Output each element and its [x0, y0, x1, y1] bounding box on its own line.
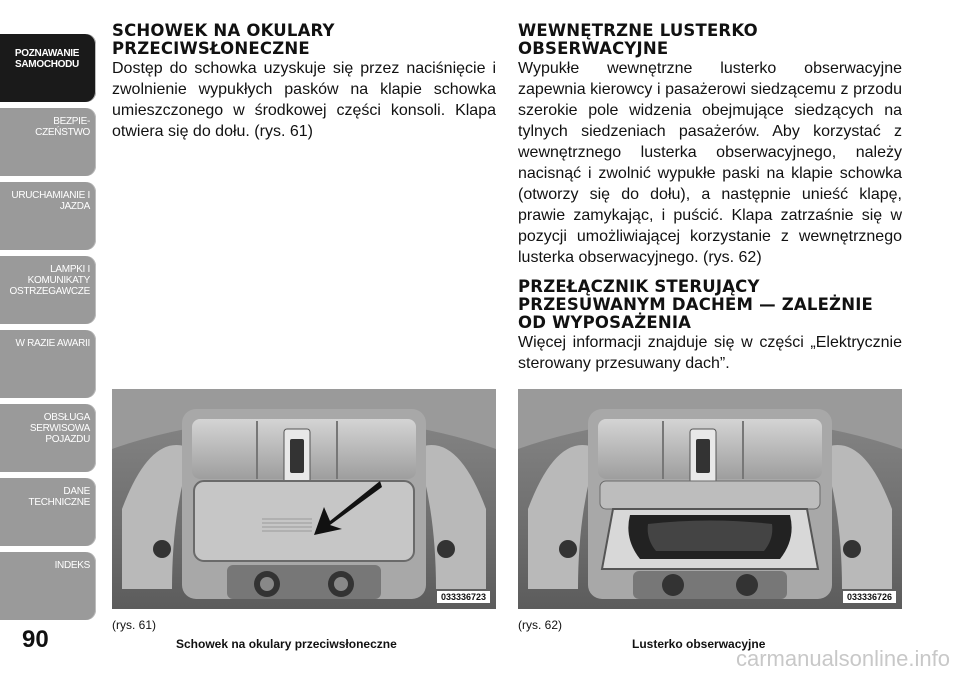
tab-indeks[interactable]	[0, 552, 96, 620]
section-body: Dostęp do schowka uzyskuje się przez naciśnięcie i zwolnienie wypukłych pasków na klapie schowka umieszczonego w środkowej części konsoli. Klapa otwiera się do dołu. (rys. 61)	[112, 60, 496, 140]
tab-obsluga-serwisowa[interactable]	[0, 404, 96, 472]
figure-caption: Schowek na okulary przeciwsłoneczne	[176, 637, 397, 651]
section-body: Więcej informacji znajduje się w części „Elektrycznie sterowany przesuwany dach”.	[518, 334, 902, 372]
tab-label: LAMPKI I KOMUNIKATY OSTRZEGAWCZE	[9, 264, 90, 297]
tab-uruchamianie-i-jazda[interactable]	[0, 182, 96, 250]
left-column	[112, 22, 496, 142]
figure-ref: (rys. 61)	[112, 618, 157, 632]
figure-conversation-mirror	[518, 389, 902, 609]
tab-label: URUCHAMIANIE I JAZDA	[11, 190, 90, 212]
tab-label: BEZPIE- CZEŃSTWO	[35, 116, 90, 138]
section-body: Wypukłe wewnętrzne lusterko obserwacyjne zapewnia kierowcy i pasażerowi siedzącemu z przodu szerokie pole widzenia obejmujące siedzących na tylnych siedzeniach pasażerów. Aby korzystać z wewnętrznego lusterka obserwacyjnego, należy nacisnąć i zwolnić wypukłe paski na klapie schowka (otworzy się do dołu), a następnie unieść klapę, prawie zamykając, i puścić. Klapa zatrzaśnie się w pozycji umożliwiającej korzystanie z wewnętrznego lusterka obserwacyjnego. (rys. 62)	[518, 60, 902, 266]
tab-lampki-i-komunikaty[interactable]	[0, 256, 96, 324]
tab-label: DANE TECHNICZNE	[28, 486, 90, 508]
section-heading: PRZEŁĄCZNIK STERUJĄCY PRZESUWANYM DACHEM — ZALEŻNIE OD WYPOSAŻENIA	[518, 277, 874, 332]
tab-w-razie-awarii[interactable]	[0, 330, 96, 398]
figure-sunglasses-bin	[112, 389, 496, 609]
overhead-console-open-illustration	[518, 389, 902, 609]
section-heading: WEWNĘTRZNE LUSTERKO OBSERWACYJNE	[518, 21, 758, 58]
tab-label: OBSŁUGA SERWISOWA POJAZDU	[29, 412, 90, 445]
tab-label: W RAZIE AWARII	[15, 338, 90, 349]
overhead-console-illustration	[112, 389, 496, 609]
figure-code: 033336726	[843, 591, 896, 603]
chapter-sidebar	[0, 0, 100, 678]
tab-dane-techniczne[interactable]	[0, 478, 96, 546]
right-column	[518, 22, 902, 384]
tab-label: INDEKS	[54, 560, 90, 571]
section-heading: SCHOWEK NA OKULARY PRZECIWSŁONECZNE	[112, 21, 335, 58]
tab-label: POZNAWANIE SAMOCHODU	[14, 48, 80, 70]
tab-poznawanie-samochodu[interactable]	[0, 34, 96, 102]
figure-ref: (rys. 62)	[518, 618, 563, 632]
figure-caption: Lusterko obserwacyjne	[632, 637, 766, 651]
page-number: 90	[22, 626, 49, 653]
figure-code: 033336723	[437, 591, 490, 603]
watermark: carmanualsonline.info	[735, 646, 950, 671]
tab-bezpieczenstwo[interactable]	[0, 108, 96, 176]
